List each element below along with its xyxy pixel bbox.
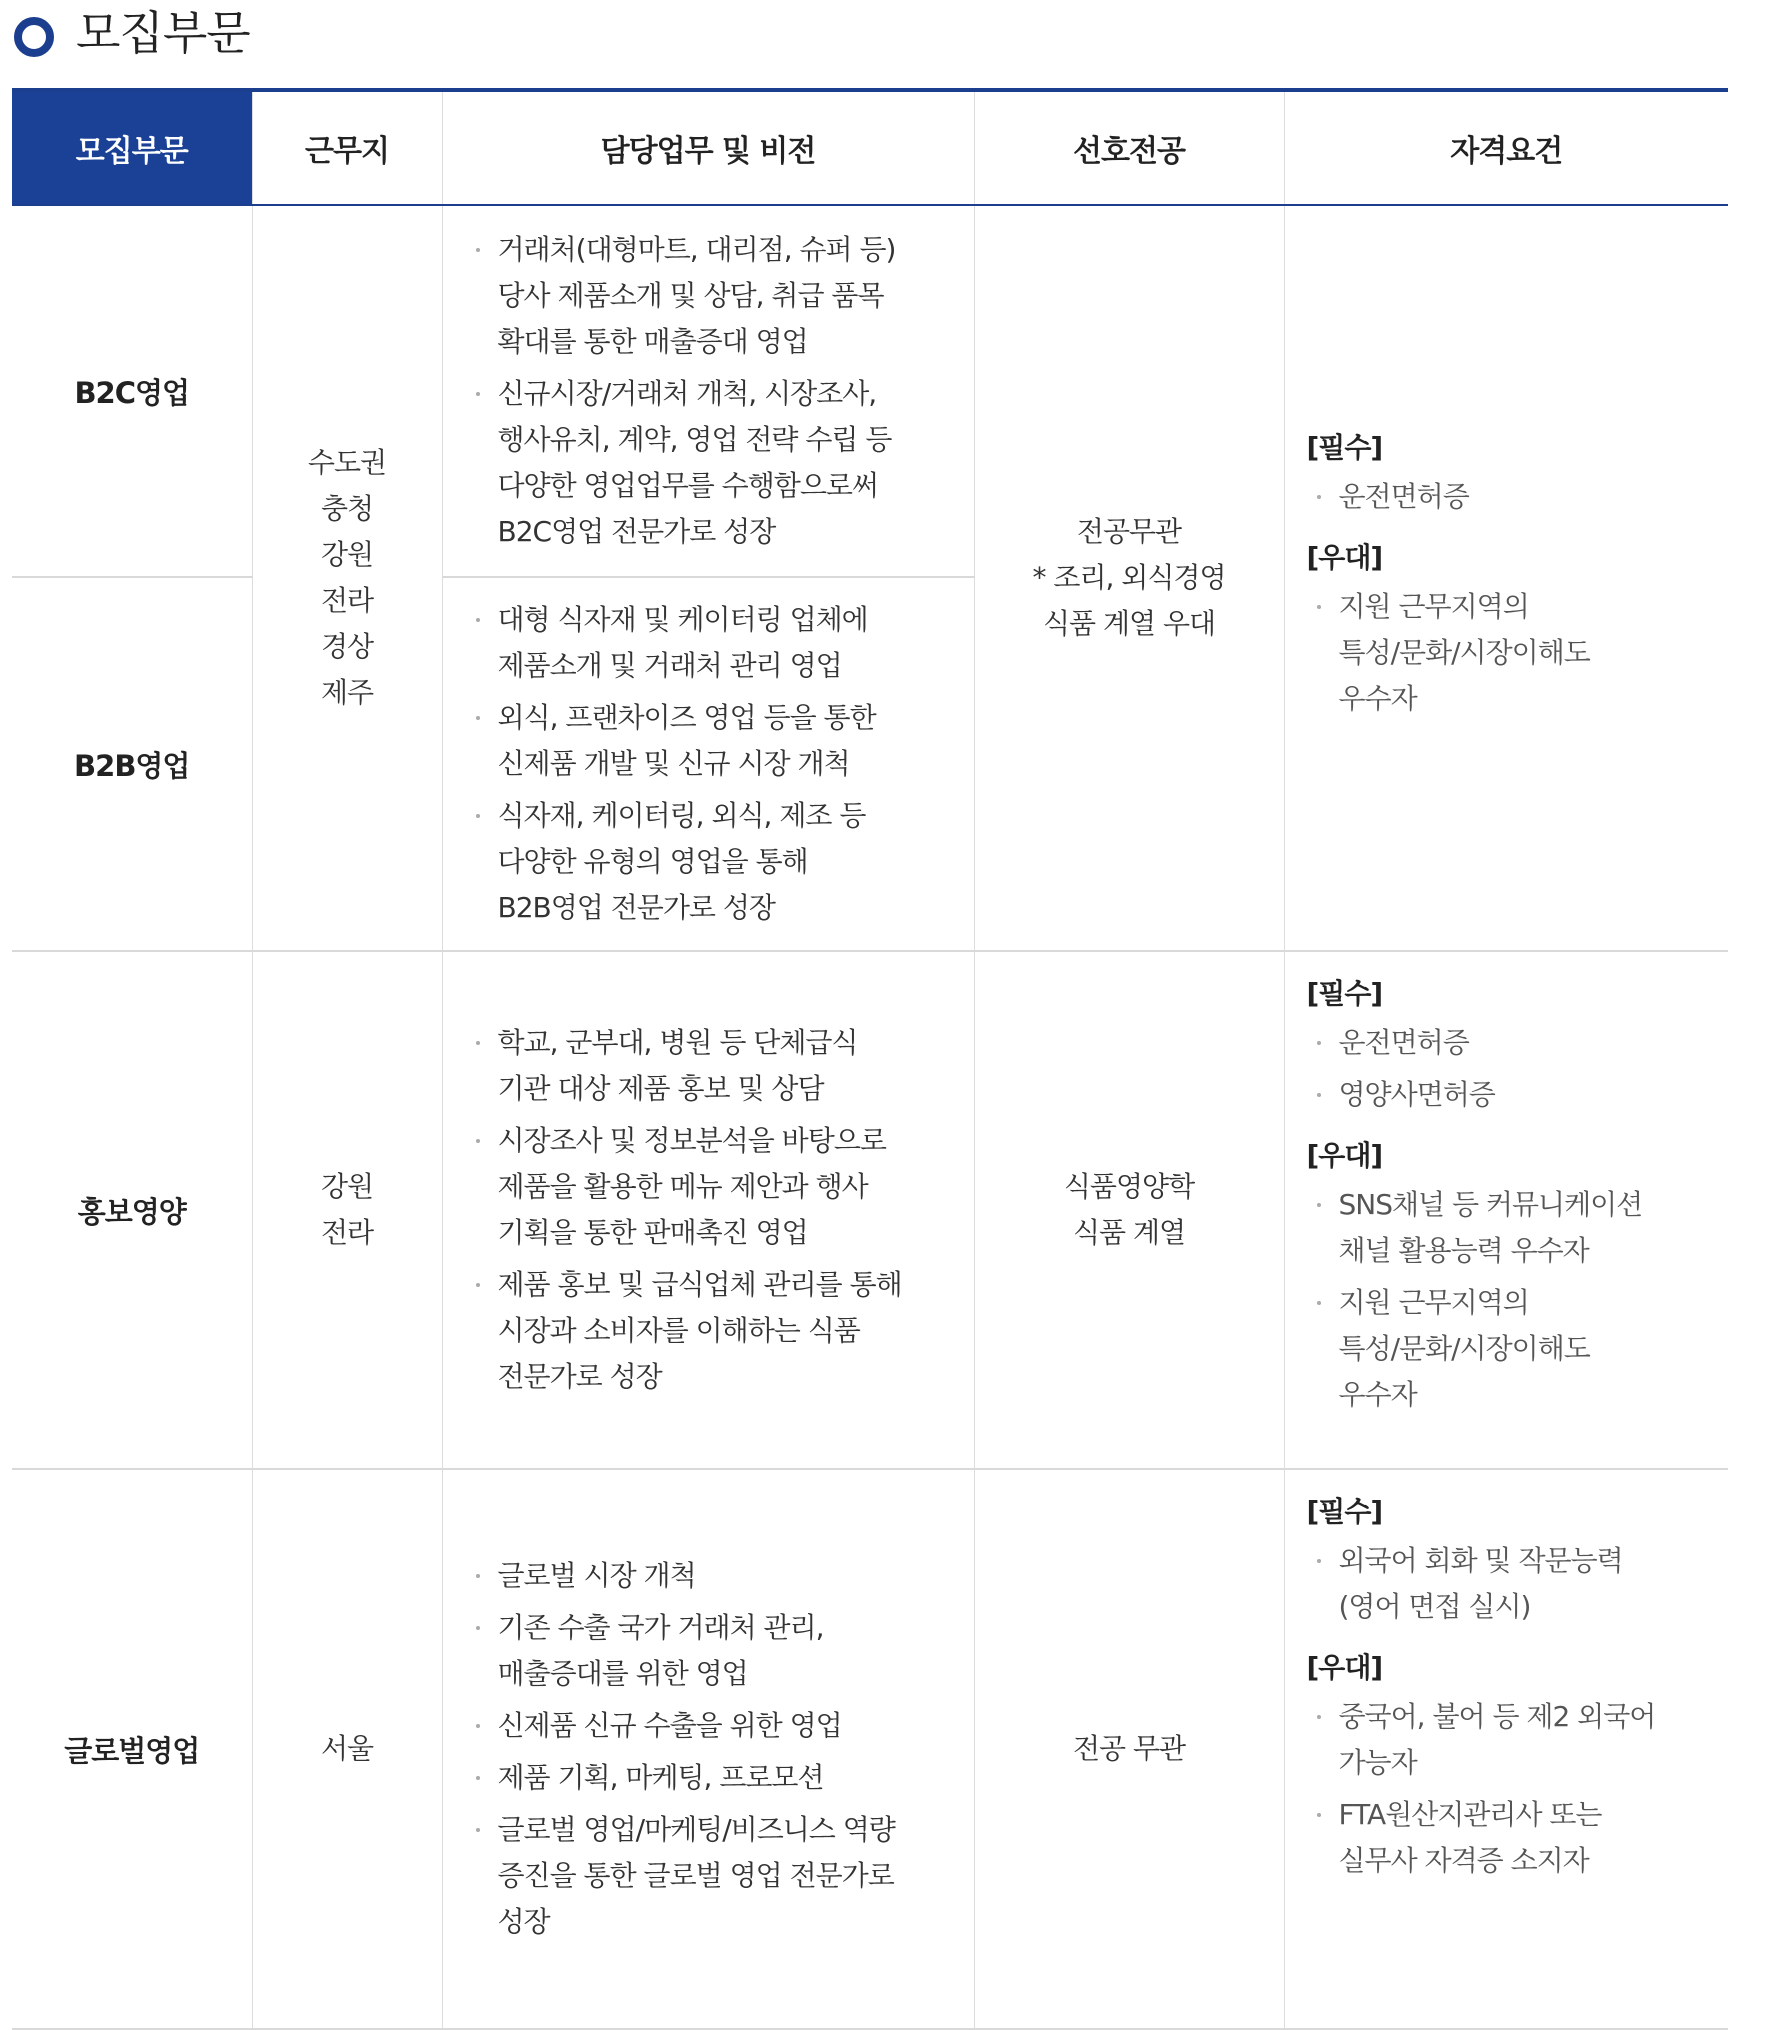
header-duties: 담당업무 및 비전 [442,90,974,205]
requirements-cell [1284,951,1728,1469]
preferred-label: [우대] [1306,541,1383,574]
location-line: 제주 [320,676,374,709]
list-item: 제품 기획, 마케팅, 프로모션 [498,1755,957,1801]
section-header [14,0,250,60]
location-line: 충청 [320,492,374,525]
list-item: 외국어 회화 및 작문능력 (영어 면접 실시) [1339,1538,1703,1630]
list-item: 학교, 군부대, 병원 등 단체급식 기관 대상 제품 홍보 및 상담 [498,1020,957,1112]
list-item: 중국어, 불어 등 제2 외국어 가능자 [1339,1694,1703,1786]
category-cell: 홍보영양 [12,951,252,1469]
location-cell [252,205,442,951]
list-item: 식자재, 케이터링, 외식, 제조 등 다양한 유형의 영업을 통해 B2B영업 전문가로 성장 [498,793,957,931]
duties-cell [442,951,974,1469]
duties-cell [442,577,974,951]
ring-bullet-icon [14,17,54,57]
list-item: 기존 수출 국가 거래처 관리, 매출증대를 위한 영업 [498,1605,957,1697]
header-location: 근무지 [252,90,442,205]
list-item: 영양사면허증 [1339,1072,1703,1118]
category-cell: B2B영업 [12,577,252,951]
recruitment-table [12,88,1728,2030]
list-item: 신규시장/거래처 개척, 시장조사, 행사유치, 계약, 영업 전략 수립 등 다양한 영업업무를 수행함으로써 B2C영업 전문가로 성장 [498,371,957,555]
requirements-cell [1284,205,1728,951]
category-cell: B2C영업 [12,205,252,577]
location-line: 경상 [320,630,374,663]
duties-cell [442,1469,974,2029]
major-cell: 식품영양학 식품 계열 [974,951,1284,1469]
header-requirements: 자격요건 [1284,90,1728,205]
requirements-cell [1284,1469,1728,2029]
required-label: [필수] [1306,977,1383,1010]
list-item: FTA원산지관리사 또는 실무사 자격증 소지자 [1339,1792,1703,1884]
major-cell: 전공 무관 [974,1469,1284,2029]
location-cell: 서울 [252,1469,442,2029]
preferred-label: [우대] [1306,1651,1383,1684]
required-label: [필수] [1306,431,1383,464]
list-item: SNS채널 등 커뮤니케이션 채널 활용능력 우수자 [1339,1182,1703,1274]
list-item: 대형 식자재 및 케이터링 업체에 제품소개 및 거래처 관리 영업 [498,597,957,689]
list-item: 시장조사 및 정보분석을 바탕으로 제품을 활용한 메뉴 제안과 행사 기획을 통한 판매촉진 영업 [498,1118,957,1256]
list-item: 외식, 프랜차이즈 영업 등을 통한 신제품 개발 및 신규 시장 개척 [498,695,957,787]
category-cell: 글로벌영업 [12,1469,252,2029]
header-major: 선호전공 [974,90,1284,205]
header-category: 모집부문 [12,90,252,205]
list-item: 신제품 신규 수출을 위한 영업 [498,1703,957,1749]
location-line: 강원 [320,538,374,571]
list-item: 거래처(대형마트, 대리점, 슈퍼 등) 당사 제품소개 및 상담, 취급 품목 확대를 통한 매출증대 영업 [498,227,957,365]
major-cell: 전공무관 * 조리, 외식경영 식품 계열 우대 [974,205,1284,951]
table-row [12,951,1728,1469]
list-item: 운전면허증 [1339,1020,1703,1066]
table-row [12,205,1728,577]
list-item: 운전면허증 [1339,474,1703,520]
table-row [12,1469,1728,2029]
location-cell: 강원 전라 [252,951,442,1469]
list-item: 글로벌 시장 개척 [498,1553,957,1599]
location-line: 수도권 [307,446,387,479]
page-title: 모집부문 [76,6,250,60]
location-line: 전라 [320,584,374,617]
recruitment-table-wrapper [12,88,1728,2030]
list-item: 지원 근무지역의 특성/문화/시장이해도 우수자 [1339,1280,1703,1418]
preferred-label: [우대] [1306,1139,1383,1172]
header-row [12,90,1728,205]
list-item: 지원 근무지역의 특성/문화/시장이해도 우수자 [1339,584,1703,722]
required-label: [필수] [1306,1495,1383,1528]
duties-cell [442,205,974,577]
list-item: 제품 홍보 및 급식업체 관리를 통해 시장과 소비자를 이해하는 식품 전문가로 성장 [498,1262,957,1400]
list-item: 글로벌 영업/마케팅/비즈니스 역량 증진을 통한 글로벌 영업 전문가로 성장 [498,1807,957,1945]
